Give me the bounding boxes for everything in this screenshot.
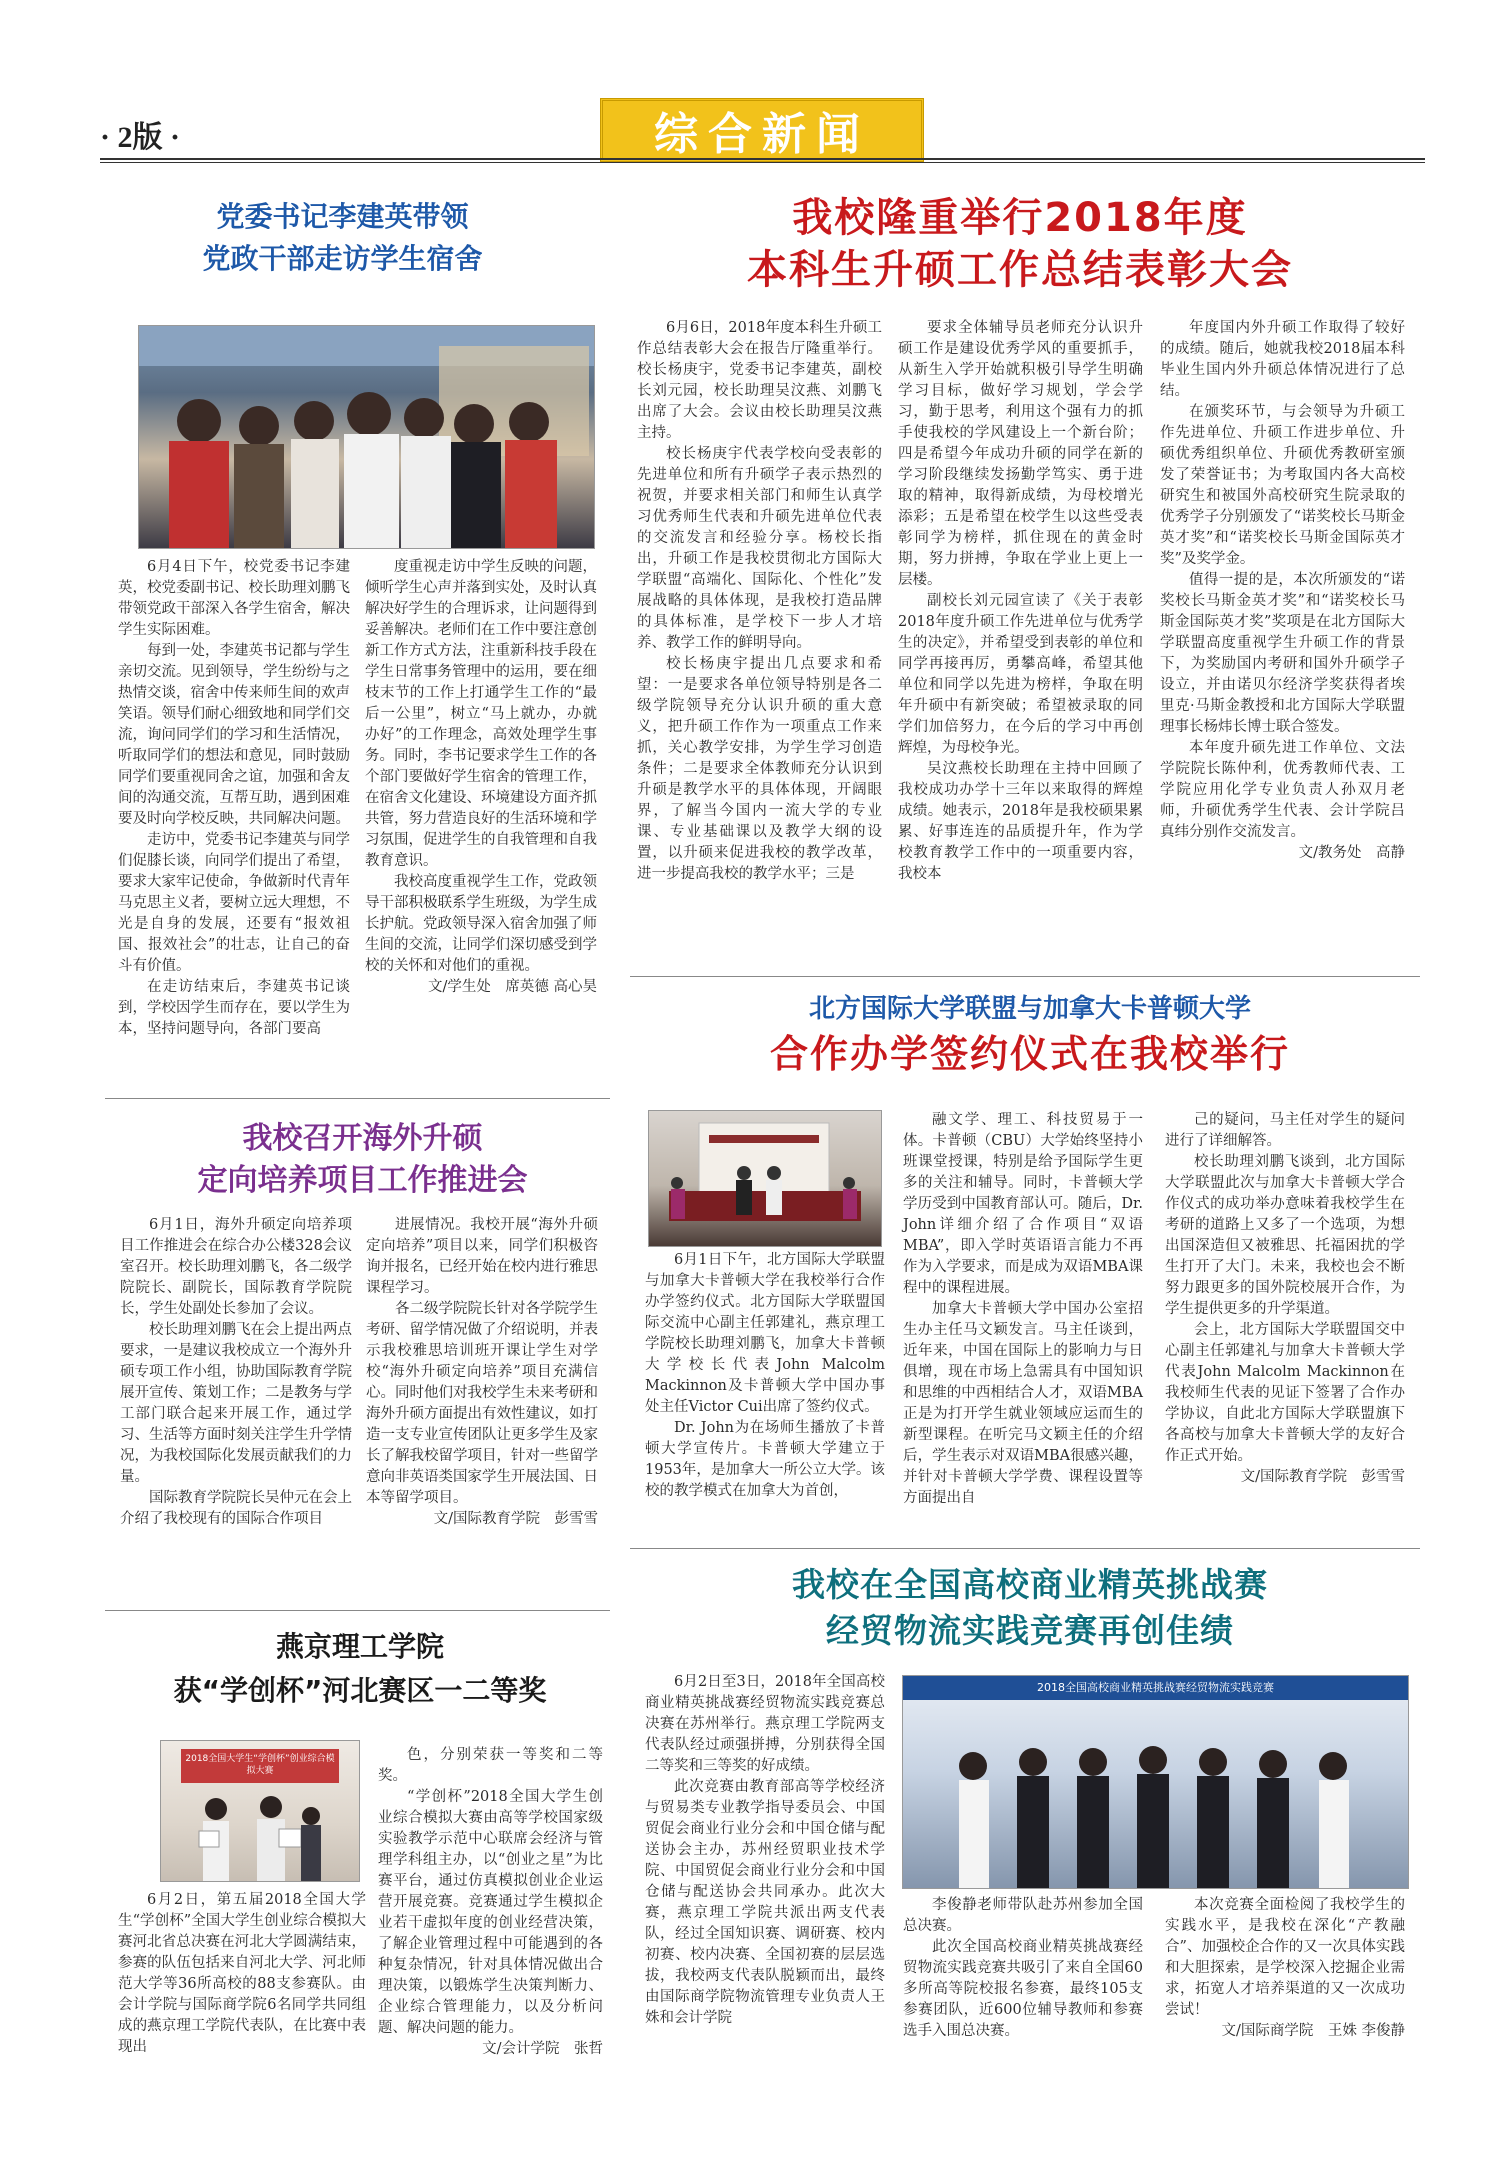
- article2-column-3: [1160, 318, 1405, 864]
- article2-title-line2: 本科生升硕工作总结表彰大会: [747, 247, 1293, 293]
- paragraph: 年度国内外升硕工作取得了较好的成绩。随后，她就我校2018届本科毕业生国内外升硕总体情况进行了总结。: [1160, 320, 1405, 399]
- paragraph: 校长助理刘鹏飞谈到，北方国际大学联盟此次与加拿大卡普顿大学合作仪式的成功举办意味着我校学生在考研的道路上又多了一个选项，为想出国深造但又被雅思、托福困扰的学生打开了大门。未来，我校也会不断努力跟更多的国外院校展开合作，为学生提供更多的升学渠道。: [1165, 1154, 1405, 1317]
- article1-title-line2: 党政干部走访学生宿舍: [202, 242, 483, 275]
- article4-column-1: [645, 1250, 885, 1502]
- paragraph: 6月2日至3日，2018年全国高校商业精英挑战赛经贸物流实践竞赛总决赛在苏州举行。燕京理工学院两支代表队经过顽强拼搏，分别获得全国二等奖和三等奖的好成绩。: [645, 1674, 885, 1774]
- article5-title-line1: 燕京理工学院: [275, 1630, 444, 1663]
- competition-team-photo: [903, 1676, 1408, 1888]
- paragraph: 校长杨庚宇提出几点要求和希望：一是要求各单位领导特别是各二级学院领导充分认识升硕的重大意义，把升硕工作作为一项重点工作来抓，关心教学安排，为学生学习创造条件；二是要求全体教师充分认识到升硕是教学水平的具体体现，开阔眼界，了解当今国内一流大学的专业课、专业基础课以及教学大纲的设置，以升硕来促进我校的教学改革，进一步提高我校的教学水平；三是: [637, 656, 882, 882]
- paragraph: 走访中，党委书记李建英与同学们促膝长谈，向同学们提出了希望，要求大家牢记使命，争做新时代青年马克思主义者，要树立远大理想，不光是自身的发展，还要有“报效祖国、报效社会”的壮志，让自己的奋斗有价值。: [118, 832, 350, 974]
- paragraph: 6月2日，第五届2018全国大学生“学创杯”全国大学生创业综合模拟大赛河北省总决赛在河北大学圆满结束，参赛的队伍包括来自河北大学、河北师范大学等36所高校的88支参赛队。由会计学院与国际商学院6名同学共同组成的燕京理工学院代表队，在比赛中表现出: [118, 1892, 366, 2055]
- award-students-photo: [161, 1741, 359, 1881]
- article1-byline: 文/学生处 席英德 高心昊: [428, 979, 597, 995]
- paragraph: 本次竞赛全面检阅了我校学生的实践水平，是我校在深化“产教融合”、加强校企合作的又一次具体实践和大胆探索，是学校深入挖掘企业需求，拓宽人才培养渠道的又一次成功尝试！: [1165, 1897, 1405, 2018]
- article2-byline: 文/教务处 高静: [1298, 845, 1405, 861]
- article6-headline: [640, 1562, 1420, 1654]
- dormitory-visit-photo: [139, 326, 594, 548]
- article3-title-line2: 定向培养项目工作推进会: [197, 1163, 528, 1198]
- paragraph: 国际教育学院院长吴仲元在会上介绍了我校现有的国际合作项目: [120, 1490, 352, 1527]
- article2-column-2: [898, 318, 1143, 885]
- paragraph: 副校长刘元园宣读了《关于表彰2018年度升硕工作先进单位与优秀学生的决定》，并希望受到表彰的单位和同学再接再厉，勇攀高峰，希望其他单位和同学以先进为榜样，争取在明年升硕中有新突破；希望被录取的同学们加倍努力，在今后的学习中再创辉煌，为母校争光。: [898, 593, 1143, 756]
- article5-column-1: [118, 1890, 366, 2058]
- competition-banner: 2018全国高校商业精英挑战赛经贸物流实践竞赛: [903, 1676, 1408, 1700]
- article5-byline: 文/会计学院 张哲: [482, 2041, 603, 2057]
- article2-column-1: [637, 318, 882, 885]
- article6-column-3: [1165, 1895, 1405, 2042]
- paragraph: 各二级学院院长针对各学院学生考研、留学情况做了介绍说明，并表示我校雅思培训班开课让学生对学校“海外升硕定向培养”项目充满信心。同时他们对我校学生未来考研和海外升硕方面提出有效性建议，如打造一支专业宣传团队让更多学生及家长了解我校留学项目，针对一些留学意向非英语类国家学生开展法国、日本等留学项目。: [366, 1301, 598, 1506]
- paragraph: 6月1日下午，北方国际大学联盟与加拿大卡普顿大学在我校举行合作办学签约仪式。北方国际大学联盟国际交流中心副主任郭建礼，燕京理工学院校长助理刘鹏飞，加拿大卡普顿大学校长代表John Malcolm Mackinnon及卡普顿大学中国办事处主任Victor Cui出席了签约仪式。: [645, 1252, 885, 1415]
- paragraph: 值得一提的是，本次所颁发的“诺奖校长马斯金英才奖”和“诺奖校长马斯金国际英才奖”奖项是在北方国际大学联盟高度重视学生升硕工作的背景下，为奖励国内考研和国外升硕学子设立，并由诺贝尔经济学奖获得者埃里克·马斯金教授和北方国际大学联盟理事长杨炜长博士联合签发。: [1160, 572, 1405, 735]
- header-rule: [100, 158, 1425, 163]
- article4-byline: 文/国际教育学院 彭雪雪: [1240, 1469, 1405, 1485]
- paragraph: 在颁奖环节，与会领导为升硕工作先进单位、升硕工作进步单位、升硕优秀组织单位、升硕优秀教研室颁发了荣誉证书；为考取国内各大高校研究生和被国外高校研究生院录取的优秀学子分别颁发了“诺奖校长马斯金英才奖”和“诺奖校长马斯金国际英才奖”及奖学金。: [1160, 404, 1405, 567]
- article6-title-line1: 我校在全国高校商业精英挑战赛: [792, 1565, 1268, 1604]
- paragraph: 度重视走访中学生反映的问题，倾听学生心声并落到实处，及时认真解决好学生的合理诉求，让问题得到妥善解决。老师们在工作中要注意创新工作方式方法，注重新科技手段在学生日常事务管理中的运用，要在细枝末节的工作上打通学生工作的“最后一公里”，树立“马上就办，办就办好”的工作理念，高效处理学生事务。同时，李书记要求学生工作的各个部门要做好学生宿舍的管理工作，在宿舍文化建设、环境建设方面齐抓共管，努力营造良好的生活环境和学习氛围，促进学生的自我管理和自我教育意识。: [365, 559, 597, 869]
- article4-title-line2: 合作办学签约仪式在我校举行: [769, 1032, 1290, 1076]
- article1-column-1: [118, 557, 350, 1040]
- article4-title-line1: 北方国际大学联盟与加拿大卡普顿大学: [808, 994, 1251, 1024]
- paragraph: Dr. John为在场师生播放了卡普顿大学宣传片。卡普顿大学建立于1953年，是加拿大一所公立大学。该校的教学模式在加拿大为首创，: [645, 1420, 885, 1499]
- article5-photo: [160, 1740, 360, 1882]
- article6-byline: 文/国际商学院 王姝 李俊静: [1221, 2023, 1405, 2039]
- paragraph: 我校高度重视学生工作，党政领导干部积极联系学生班级，为学生成长护航。党政领导深入宿舍加强了师生间的交流，让同学们深切感受到学校的关怀和对他们的重视。: [365, 874, 597, 974]
- paragraph: 己的疑问，马主任对学生的疑问进行了详细解答。: [1165, 1112, 1405, 1149]
- paragraph: 校长助理刘鹏飞在会上提出两点要求，一是建议我校成立一个海外升硕专项工作小组，协助国际教育学院展开宣传、策划工作；二是教务与学工部门联合起来开展工作，通过学习、生活等方面时刻关注学生升学情况，为我校国际化发展贡献我们的力量。: [120, 1322, 352, 1485]
- paragraph: 本年度升硕先进工作单位、文法学院院长陈仲利，优秀教师代表、工学院应用化学专业负责人孙双月老师，升硕优秀学生代表、会计学院吕真纬分别作交流发言。: [1160, 740, 1405, 840]
- article3-headline: [120, 1118, 605, 1202]
- paragraph: 吴汶燕校长助理在主持中回顾了我校成功办学十三年以来取得的辉煌成绩。她表示，2018年是我校硕果累累、好事连连的品质提升年，作为学校教育教学工作中的一项重要内容，我校本: [898, 761, 1143, 882]
- paragraph: 进展情况。我校开展“海外升硕定向培养”项目以来，同学们积极咨询并报名，已经开始在校内进行雅思课程学习。: [366, 1217, 598, 1296]
- article1-headline: [120, 196, 565, 280]
- paragraph: 6月4日下午，校党委书记李建英，校党委副书记、校长助理刘鹏飞带领党政干部深入各学生宿舍，解决学生实际困难。: [118, 559, 350, 638]
- paragraph: 融文学、理工、科技贸易于一体。卡普顿（CBU）大学始终坚持小班课堂授课，特别是给予国际学生更多的关注和辅导。同时，卡普顿大学学历受到中国教育部认可。随后，Dr. John详细介绍了合作项目“双语MBA”，即入学时英语语言能力不再作为入学要求，而是成为双语MBA课程中的课程进展。: [903, 1112, 1143, 1296]
- divider: [105, 1610, 610, 1611]
- article4-headline: [640, 990, 1420, 1080]
- paragraph: 此次竞赛由教育部高等学校经济与贸易类专业教学指导委员会、中国贸促会商业行业分会和中国仓储与配送协会主办，苏州经贸职业技术学院、中国贸促会商业行业分会和中国仓储与配送协会共同承办。此次大赛，燕京理工学院共派出两支代表队，经过全国知识赛、调研赛、校内初赛、校内决赛、全国初赛的层层选拔，我校两支代表队脱颖而出，最终由国际商学院物流管理专业负责人王姝和会计学院: [645, 1779, 885, 2026]
- paragraph: 每到一处，李建英书记都与学生亲切交流。见到领导，学生纷纷与之热情交谈，宿舍中传来师生间的欢声笑语。领导们耐心细致地和同学们交流，询问同学们的学习和生活情况，听取同学们的想法和意见，同时鼓励同学们要重视同舍之谊，加强和舍友间的沟通交流，互帮互助，遇到困难要及时向学校反映，共同解决问题。: [118, 643, 350, 827]
- article1-column-2: [365, 557, 597, 998]
- signing-ceremony-photo: [649, 1111, 881, 1246]
- article3-byline: 文/国际教育学院 彭雪雪: [433, 1511, 598, 1527]
- article2-title-line1: 我校隆重举行2018年度: [792, 195, 1248, 241]
- article1-title-line1: 党委书记李建英带领: [216, 200, 469, 233]
- article3-column-1: [120, 1215, 352, 1530]
- article2-headline: [640, 192, 1400, 296]
- article3-column-2: [366, 1215, 598, 1530]
- article5-title-line2: 获“学创杯”河北赛区一二等奖: [173, 1674, 547, 1707]
- article4-column-3: [1165, 1110, 1405, 1488]
- paragraph: 6月1日，海外升硕定向培养项目工作推进会在综合办公楼328会议室召开。校长助理刘鹏飞，各二级学院院长、副院长，国际教育学院院长，学生处副处长参加了会议。: [120, 1217, 352, 1317]
- paragraph: 要求全体辅导员老师充分认识升硕工作是建设优秀学风的重要抓手，从新生入学开始就积极引导学生明确学习目标，做好学习规划，学会学习，勤于思考，利用这个强有力的抓手使我校的学风建设上一个新台阶；四是希望今年成功升硕的同学在新的学习阶段继续发扬勤学笃实、勇于进取的精神，取得新成绩，为母校增光添彩；五是希望在校学生以这些受表彰同学为榜样，抓住现在的黄金时期，努力拼搏，争取在学业上更上一层楼。: [898, 320, 1143, 588]
- page-number: · 2版 ·: [100, 121, 181, 154]
- divider: [105, 1098, 610, 1099]
- paragraph: 色，分别荣获一等奖和二等奖。: [378, 1747, 603, 1784]
- paragraph: 校长杨庚宇代表学校向受表彰的先进单位和所有升硕学子表示热烈的祝贺，并要求相关部门和师生认真学习优秀师生代表和升硕先进单位代表的交流发言和经验分享。杨校长指出，升硕工作是我校贯彻北方国际大学联盟“高端化、国际化、个性化”发展战略的具体体现，是我校打造品牌的具体标准，是学校下一步人才培养、教学工作的鲜明导向。: [637, 446, 882, 651]
- divider: [630, 1548, 1420, 1549]
- article4-column-2: [903, 1110, 1143, 1509]
- paragraph: “学创杯”2018全国大学生创业综合模拟大赛由高等学校国家级实验教学示范中心联席会经济与管理学科组主办，以“创业之星”为比赛平台，通过仿真模拟创业企业运营开展竞赛。竞赛通过学生模拟企业若干虚拟年度的创业经营决策，了解企业管理过程中可能遇到的各种复杂情况，针对具体情况做出合理决策，以锻炼学生决策判断力、企业综合管理能力，以及分析问题、解决问题的能力。: [378, 1789, 603, 2036]
- paragraph: 此次全国高校商业精英挑战赛经贸物流实践竞赛共吸引了来自全国60多所高等院校报名参赛，最终105支参赛团队，近600位辅导教师和参赛选手入围总决赛。: [903, 1939, 1143, 2039]
- article5-column-2: [378, 1745, 603, 2060]
- paragraph: 在走访结束后，李建英书记谈到，学校因学生而存在，要以学生为本，坚持问题导向，各部门要高: [118, 979, 350, 1037]
- article6-title-line2: 经贸物流实践竞赛再创佳绩: [826, 1611, 1234, 1650]
- paragraph: 加拿大卡普顿大学中国办公室招生办主任马文颖发言。马主任谈到，近年来，中国在国际上的影响力与日俱增，现在市场上急需具有中国知识和思维的中西相结合人才，双语MBA正是为打开学生就业领域应运而生的新型课程。在听完马文颖主任的介绍后，学生表示对双语MBA很感兴趣，并针对卡普顿大学学费、课程设置等方面提出自: [903, 1301, 1143, 1506]
- article6-photo: [902, 1675, 1409, 1889]
- section-banner: 综合新闻: [600, 98, 924, 162]
- article5-headline: [115, 1625, 605, 1713]
- article3-title-line1: 我校召开海外升硕: [242, 1121, 483, 1156]
- article6-column-2: [903, 1895, 1143, 2042]
- paragraph: 李俊静老师带队赴苏州参加全国总决赛。: [903, 1897, 1143, 1934]
- divider: [630, 976, 1420, 977]
- article4-photo: [648, 1110, 882, 1247]
- paragraph: 会上，北方国际大学联盟国交中心副主任郭建礼与加拿大卡普顿大学代表John Malcolm Mackinnon在我校师生代表的见证下签署了合作办学协议，自此北方国际大学联盟旗下各高校与加拿大卡普顿大学的友好合作正式开始。: [1165, 1322, 1405, 1464]
- article1-photo: [138, 325, 595, 549]
- article6-column-1: [645, 1672, 885, 2029]
- award-banner: 2018全国大学生“学创杯”创业综合模拟大赛: [181, 1749, 339, 1783]
- paragraph: 6月6日，2018年度本科生升硕工作总结表彰大会在报告厅隆重举行。校长杨庚宇，党委书记李建英，副校长刘元园，校长助理吴汶燕、刘鹏飞出席了大会。会议由校长助理吴汶燕主持。: [637, 320, 882, 441]
